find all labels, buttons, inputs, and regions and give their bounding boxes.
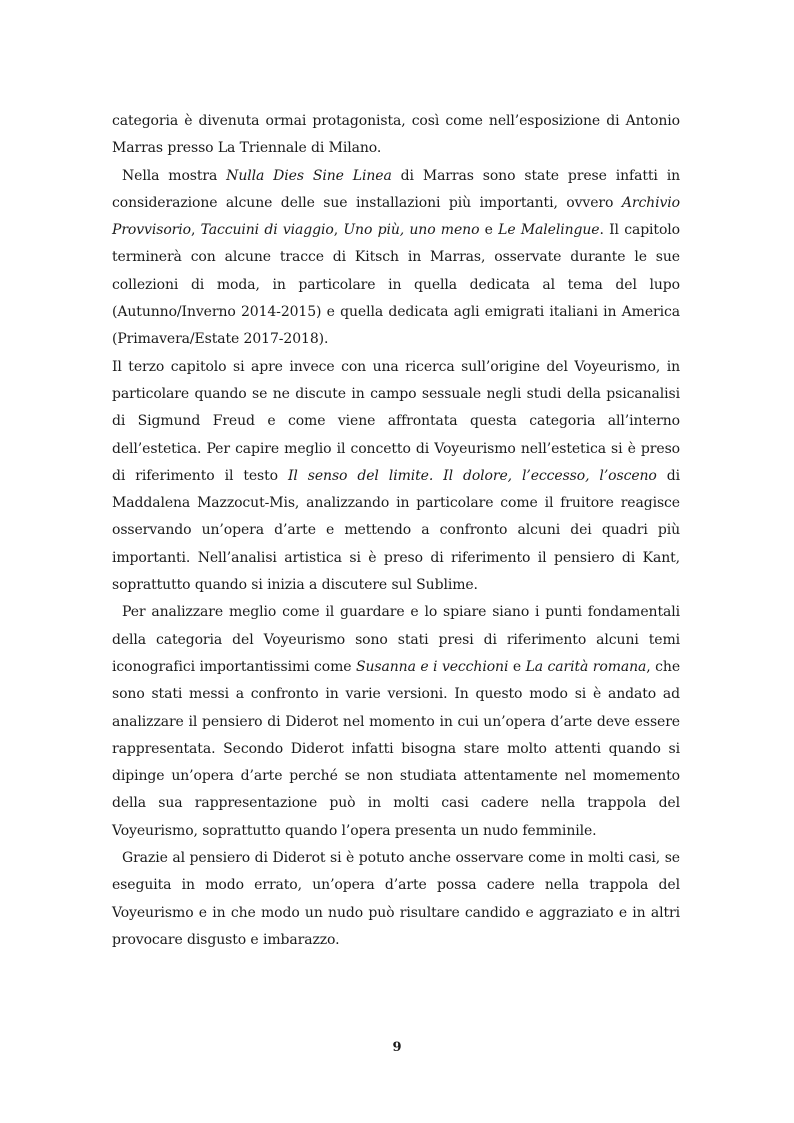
paragraph-2	[112, 163, 680, 354]
installation-title: Uno più, uno meno	[343, 222, 480, 239]
artwork-title: La carità romana	[525, 658, 647, 675]
installation-title: Le Malelingue	[498, 222, 600, 239]
page-number: 9	[392, 1040, 402, 1055]
paragraph-text: di Maddalena Mazzocut-Mis, analizzando in particolare come il fruitore reagisce osservando un’opera d’arte e mettendo a confronto alcuni dei quadri più importanti. Nell’analisi artistica si è preso di riferimento il pensiero di Kant, soprattutto quando si inizia a discutere sul Sublime.	[112, 467, 680, 594]
paragraph-text: e	[479, 222, 499, 239]
artwork-title: Susanna e i vecchioni	[356, 658, 509, 675]
exhibition-title: Nulla Dies Sine Linea	[226, 167, 392, 184]
installation-title: Archivio Provvisorio	[112, 194, 680, 239]
paragraph-text: ,	[333, 222, 344, 239]
paragraph-4	[112, 599, 680, 845]
paragraph-text: Grazie al pensiero di Diderot si è potuto anche osservare come in molti casi, se eseguita in modo errato, un’opera d’arte possa cadere nella trappola del Voyeurismo e in che modo un nudo può risultare candido e aggraziato e in altri provocare disgusto e imbarazzo.	[112, 850, 680, 948]
document-body	[112, 108, 680, 954]
paragraph-text: , che sono stati messi a confronto in varie versioni. In questo modo si è andato ad analizzare il pensiero di Diderot nel momento in cui un’opera d’arte deve essere rappresentata. Secondo Diderot infatti bisogna stare molto attenti quando si dipinge un’opera d’arte perché se non studiata attentamente nel momemento della sua rappresentazione può in molti casi cadere nella trappola del Voyeurismo, soprattutto quando l’opera presenta un nudo femminile.	[112, 658, 681, 839]
paragraph-text: di Marras sono state prese infatti in considerazione alcune delle sue installazioni più importanti, ovvero	[112, 167, 680, 211]
paragraph-text: Nella mostra	[122, 167, 227, 184]
paragraph-text: Per analizzare meglio come il guardare e lo spiare siano i punti fondamentali della categoria del Voyeurismo sono stati presi di riferimento alcuni temi iconografici importantissimi come	[112, 604, 680, 675]
paragraph-text: . Il capitolo terminerà con alcune tracce di Kitsch in Marras, osservate durante le sue collezioni di moda, in particolare in quella dedicata al tema del lupo (Autunno/Inverno 2014-2015) e quella dedicata agli emigrati italiani in America (Primavera/Estate 2017-2018).	[112, 222, 680, 348]
paragraph-5	[112, 845, 680, 954]
book-title: Il senso del limite. Il dolore, l’eccesso, l’osceno	[287, 467, 657, 484]
paragraph-1	[112, 108, 680, 163]
paragraph-text: Il terzo capitolo si apre invece con una ricerca sull’origine del Voyeurismo, in particolare quando se ne discute in campo sessuale negli studi della psicanalisi di Sigmund Freud e come viene affrontata questa categoria all’interno dell’estetica. Per capire meglio il concetto di Voyeurismo nell’estetica si è preso di riferimento il testo	[112, 358, 680, 484]
paragraph-text: ,	[190, 222, 201, 239]
paragraph-text: categoria è divenuta ormai protagonista, così come nell’esposizione di Antonio Marras presso La Triennale di Milano.	[112, 113, 680, 157]
installation-title: Taccuini di viaggio	[200, 222, 334, 239]
paragraph-3	[112, 354, 680, 600]
paragraph-text: e	[508, 658, 526, 675]
